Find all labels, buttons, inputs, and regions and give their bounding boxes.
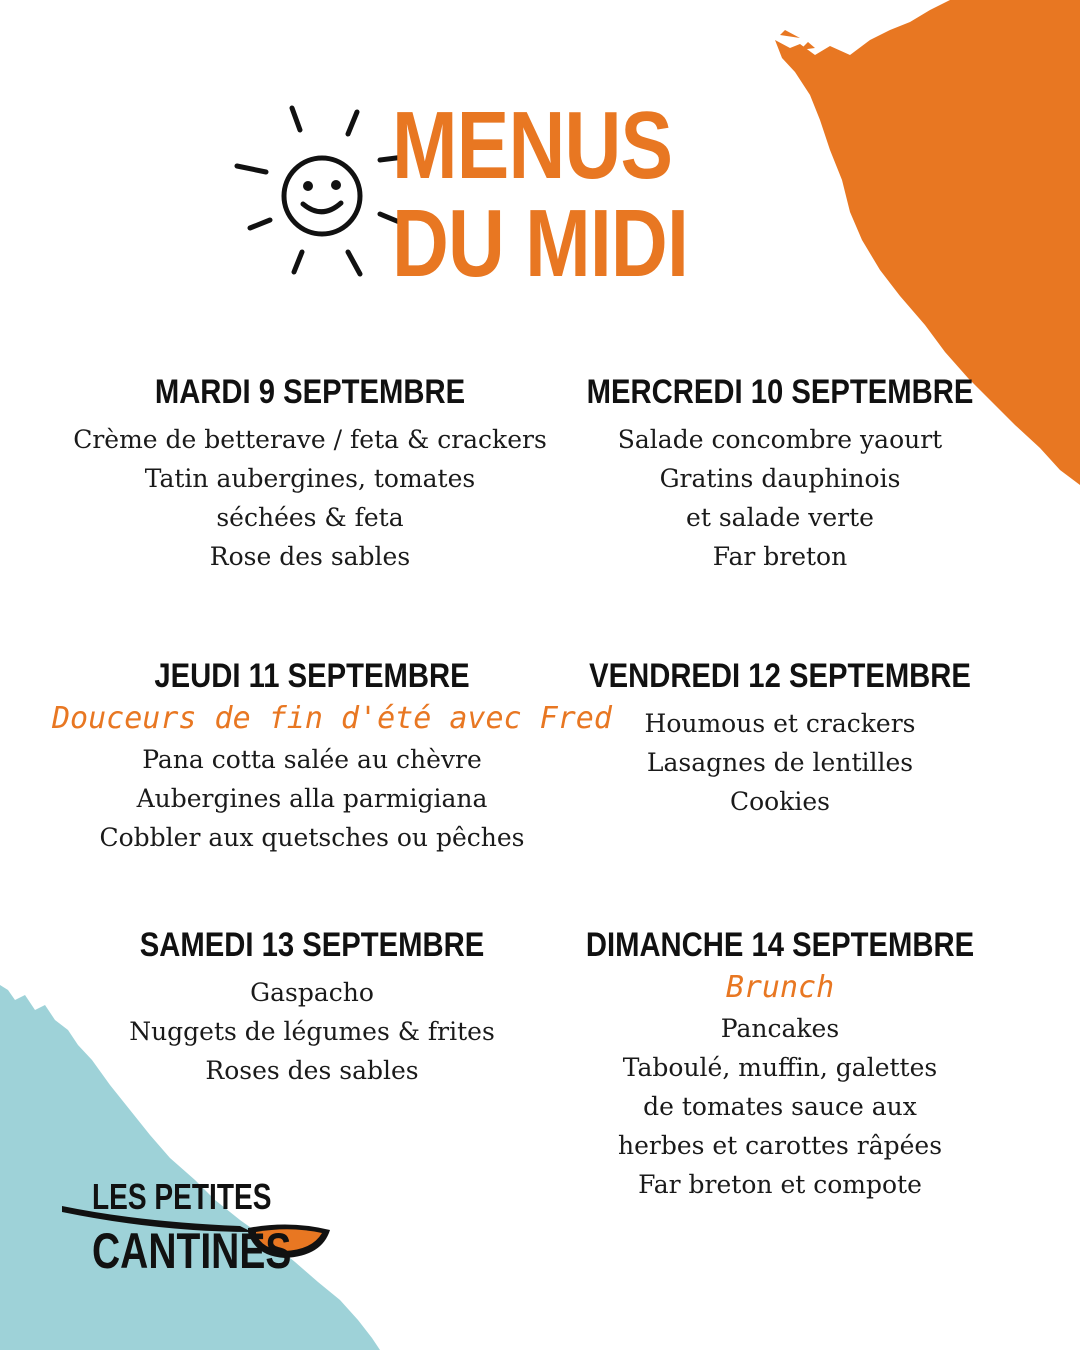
- menu-item: Nuggets de légumes & frites: [129, 1017, 495, 1046]
- menu-item: Rose des sables: [209, 542, 411, 571]
- day-heading: JEUDI 11 SEPTEMBRE: [154, 657, 470, 695]
- menu-item: Cobbler aux quetsches ou pêches: [99, 823, 525, 852]
- menu-item: Salade concombre yaourt: [617, 425, 943, 454]
- menu-item: Far breton: [712, 542, 848, 571]
- logo-text-line-1: LES PETITES: [92, 1176, 272, 1217]
- day-subtitle: Brunch: [725, 970, 835, 1005]
- day-heading: MARDI 9 SEPTEMBRE: [154, 373, 466, 411]
- menu-item: Pancakes: [720, 1014, 840, 1043]
- menu-item: Gaspacho: [250, 978, 374, 1007]
- menu-item: Cookies: [730, 787, 830, 816]
- menu-item: de tomates sauce aux: [643, 1092, 917, 1121]
- day-subtitle: Douceurs de fin d'été avec Fred: [52, 701, 612, 736]
- logo-text-line-2: CANTINES: [92, 1223, 292, 1279]
- menu-item: herbes et carottes râpées: [617, 1131, 943, 1160]
- menu-item: et salade verte: [686, 503, 874, 532]
- page-title-line-1: MENUS: [392, 92, 673, 199]
- day-heading: MERCREDI 10 SEPTEMBRE: [586, 373, 974, 411]
- menu-item: séchées & feta: [216, 503, 404, 532]
- page-title-line-2: DU MIDI: [392, 190, 688, 297]
- menu-item: Taboulé, muffin, galettes: [622, 1053, 938, 1082]
- menu-item: Pana cotta salée au chèvre: [142, 745, 482, 774]
- menu-item: Lasagnes de lentilles: [646, 748, 914, 777]
- menu-item: Crème de betterave / feta & crackers: [73, 425, 547, 454]
- menu-item: Tatin aubergines, tomates: [144, 464, 476, 493]
- menu-item: Gratins dauphinois: [659, 464, 901, 493]
- day-heading: DIMANCHE 14 SEPTEMBRE: [585, 926, 975, 964]
- menu-item: Far breton et compote: [638, 1170, 922, 1199]
- menu-item: Houmous et crackers: [644, 709, 916, 738]
- day-heading: SAMEDI 13 SEPTEMBRE: [139, 926, 485, 964]
- day-heading: VENDREDI 12 SEPTEMBRE: [589, 657, 971, 695]
- menu-item: Aubergines alla parmigiana: [136, 784, 488, 813]
- menu-item: Roses des sables: [205, 1056, 419, 1085]
